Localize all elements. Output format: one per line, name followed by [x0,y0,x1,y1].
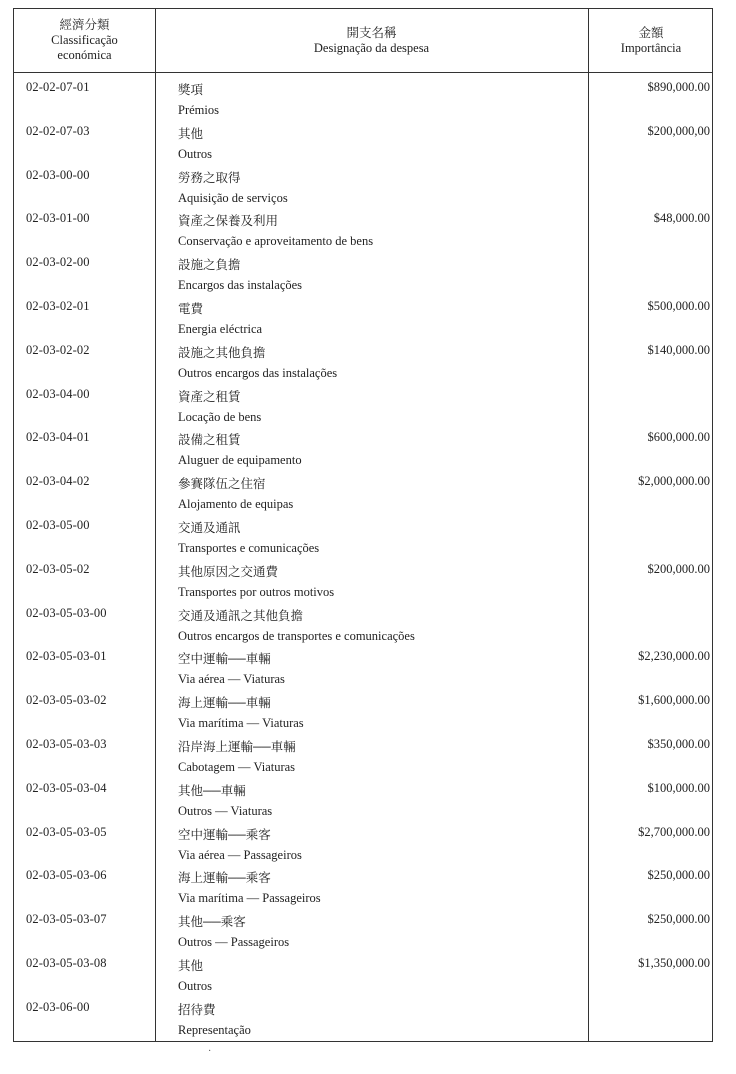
row-designation [178,430,583,470]
table-header [14,9,712,73]
row-amount: $500,000.00 [647,298,710,313]
header-classification [14,9,155,72]
row-designation-zh: 其他 [178,126,204,141]
row-amount: $200,000.00 [647,561,710,576]
row-code: 02-03-00-00 [26,167,90,182]
table-row [14,604,712,648]
header-amount [588,9,714,72]
header-classification-pt-1: Classificação [51,33,118,47]
row-code: 02-03-06-00 [26,999,90,1014]
row-code: 02-03-05-03-07 [26,912,107,927]
table-row [14,735,712,779]
row-amount: $2,000,000.00 [638,474,710,489]
row-amount: $600,000.00 [647,430,710,445]
row-designation [178,912,583,952]
row-designation-zh: 資產之保養及利用 [178,214,279,229]
row-code: 02-03-02-02 [26,342,90,357]
row-designation-pt: Outros — Passageiros [178,935,290,950]
header-designation-pt: Designação da despesa [313,40,430,55]
row-designation [178,299,583,339]
row-designation-pt: Aluguer de equipamento [178,453,302,468]
row-designation-pt: Cabotagem — Viaturas [178,759,296,774]
row-designation-pt: Transportes por outros motivos [178,584,335,599]
row-designation [178,825,583,865]
budget-table [13,8,713,1042]
row-designation-zh: 獎項 [178,83,204,97]
table-row [14,516,712,560]
row-designation-pt: Outros encargos das instalações [178,365,338,380]
row-designation-zh: 其他原因之交通費 [178,564,279,579]
row-designation-zh: 參賽隊伍之住宿 [178,477,266,492]
header-amount-pt: Importância [620,40,682,55]
row-designation-zh: 電費 [178,301,204,316]
row-designation-zh: 設備之租賃 [178,433,241,448]
row-code: 02-03-05-03-08 [26,955,107,970]
header-classification-zh: 經濟分類 [59,18,110,32]
row-designation-zh: 空中運輸──車輛 [178,652,271,667]
row-code: 02-03-04-00 [26,386,90,401]
table-row [14,560,712,604]
row-designation-zh: 設施之負擔 [178,258,241,273]
row-amount: $890,000.00 [647,80,710,94]
row-designation [178,1000,583,1040]
row-designation [178,737,583,777]
row-code: 02-03-05-00 [26,517,90,532]
table-row [14,691,712,735]
row-designation [178,693,583,733]
header-designation [155,9,588,72]
row-designation-pt: Energia eléctrica [178,321,263,336]
row-amount: $2,700,000.00 [638,824,710,839]
row-designation [178,956,583,996]
row-code: 02-03-05-03-06 [26,868,107,883]
row-code: 02-02-07-01 [26,80,90,94]
table-row [14,297,712,341]
row-designation [178,80,583,120]
row-designation-pt: Outros — Viaturas [178,803,273,818]
row-code: 02-03-05-03-01 [26,649,107,664]
row-designation-pt: Transportes e comunicações [178,540,320,555]
row-code: 02-03-05-03-04 [26,780,107,795]
row-amount: $100,000.00 [647,780,710,795]
scan-speck: · [208,1046,212,1057]
row-code: 02-03-04-02 [26,474,90,489]
row-code: 02-03-02-00 [26,255,90,270]
table-row [14,341,712,385]
row-designation-zh: 設施之其他負擔 [178,345,266,360]
row-designation [178,387,583,427]
row-designation-zh: 其他──車輛 [178,783,246,798]
row-designation-zh: 空中運輸──乘客 [178,827,271,842]
table-row [14,253,712,297]
row-designation [178,781,583,821]
table-row [14,385,712,429]
table-row [14,647,712,691]
row-code: 02-03-01-00 [26,211,90,226]
row-designation-pt: Locação de bens [178,409,262,424]
table-row [14,209,712,253]
row-amount: $350,000.00 [647,736,710,751]
row-amount: $200,000,00 [647,123,710,138]
row-designation-pt: Representação [178,1022,251,1037]
row-designation-zh: 海上運輸──車輛 [178,696,271,711]
row-designation [178,168,583,208]
row-designation [178,649,583,689]
row-designation-pt: Via aérea — Passageiros [178,847,302,862]
table-row [14,823,712,867]
row-designation-pt: Via marítima — Passageiros [178,891,321,906]
row-designation [178,868,583,908]
row-code: 02-02-07-03 [26,123,90,138]
row-designation [178,474,583,514]
row-designation-zh: 交通及通訊 [178,520,241,535]
row-designation-pt: Alojamento de equipas [178,497,294,512]
row-code: 02-03-05-03-05 [26,824,107,839]
row-designation-zh: 招待費 [178,1002,216,1017]
row-code: 02-03-05-02 [26,561,90,576]
row-designation-pt: Via aérea — Viaturas [178,672,285,687]
row-designation-zh: 其他──乘客 [178,915,246,930]
row-designation-pt: Via marítima — Viaturas [178,716,304,731]
row-designation-zh: 資產之租賃 [178,389,241,404]
row-designation [178,211,583,251]
row-code: 02-03-02-01 [26,298,90,313]
row-designation [178,518,583,558]
header-amount-zh: 金額 [638,25,664,40]
header-designation-zh: 開支名稱 [346,25,397,40]
row-code: 02-03-05-03-02 [26,693,107,708]
row-amount: $48,000.00 [653,211,710,226]
table-row [14,122,712,166]
row-amount: $140,000.00 [647,342,710,357]
table-row [14,472,712,516]
row-code: 02-03-04-01 [26,430,90,445]
row-designation-pt: Aquisição de serviços [178,190,288,205]
row-code: 02-03-05-03-00 [26,605,107,620]
row-designation-pt: Outros [178,978,213,993]
row-designation-zh: 其他 [178,958,204,973]
row-designation-zh: 沿岸海上運輸──車輛 [178,739,296,754]
table-body [14,78,712,1042]
row-designation-pt: Outros encargos de transportes e comunicações [178,628,415,643]
row-designation [178,255,583,295]
table-row [14,866,712,910]
table-row [14,78,712,122]
row-designation-zh: 勞務之取得 [178,170,241,185]
table-row [14,954,712,998]
row-designation [178,124,583,164]
header-classification-pt-2: económica [57,48,112,62]
row-amount: $2,230,000.00 [638,649,710,664]
row-amount: $250,000.00 [647,912,710,927]
row-designation-zh: 交通及通訊之其他負擔 [178,608,304,623]
table-row [14,998,712,1042]
row-designation-pt: Prémios [178,103,219,117]
row-designation [178,606,583,646]
row-designation [178,343,583,383]
row-amount: $250,000.00 [647,868,710,883]
row-designation [178,562,583,602]
table-row [14,166,712,210]
row-amount: $1,350,000.00 [638,955,710,970]
row-designation-pt: Conservação e aproveitamento de bens [178,234,374,249]
row-code: 02-03-05-03-03 [26,736,107,751]
row-designation-pt: Encargos das instalações [178,278,303,293]
row-designation-pt: Outros [178,146,213,161]
table-row [14,910,712,954]
table-row [14,428,712,472]
row-designation-zh: 海上運輸──乘客 [178,871,271,886]
table-row [14,779,712,823]
row-amount: $1,600,000.00 [638,693,710,708]
